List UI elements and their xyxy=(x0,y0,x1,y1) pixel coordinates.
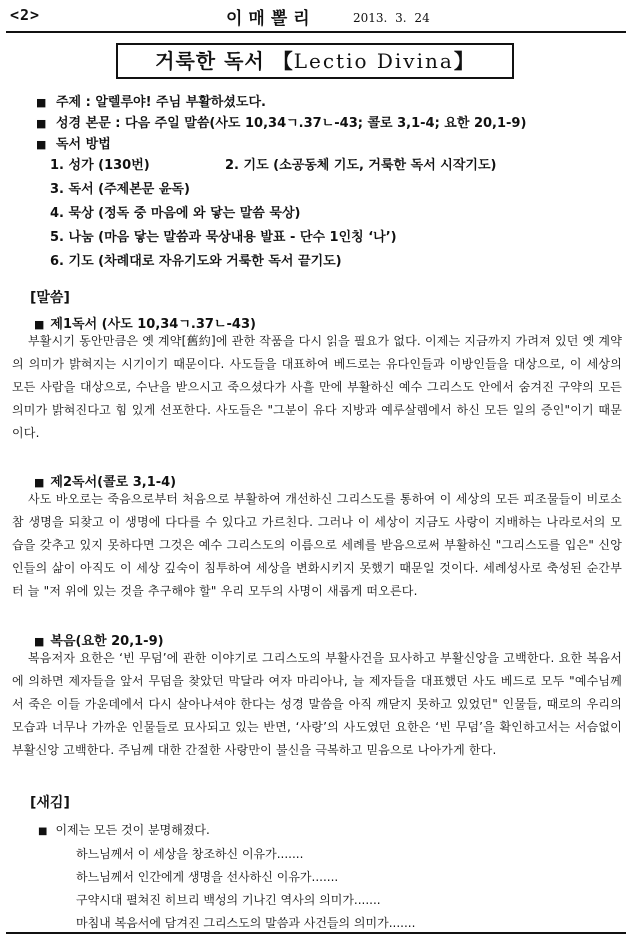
reflection-list xyxy=(38,819,618,935)
reflection-section-label: [새김] xyxy=(30,795,70,811)
header-rule xyxy=(6,31,626,33)
gospel-body: 복음저자 요한은 ‘빈 무덤’에 관한 이야기로 그리스도의 부활사건을 묘사하고 부활신앙을 고백한다. 요한 복음서에 의하면 제자들을 앞서 무덤을 찾았던 막달라 여자 마리아나, 늘 제자들을 대표했던 사도 베드로 모두 "예수님께서 죽은 이들 가운데에서 다시 살아나셔야 한다는 성경 말씀을 아직 깨닫지 못하고 있었던" 인물들, 때로의 우리의 모습과 너무나 가까운 인물들로 묘사되고 있는 반면, ‘사랑’의 사도였던 요한은 ‘빈 무덤’을 확인하고서는 서슴없이 부활신앙 고백한다. 주님께 대한 간절한 사랑만이 불신을 극복하고 믿음으로 나아가게 한다. xyxy=(12,651,622,757)
reflection-line-4: 마침내 복음서에 담겨진 그리스도의 말씀과 사건들의 의미가....... xyxy=(76,916,416,930)
publication-name: 이매뽈리 xyxy=(226,9,316,29)
reflection-line-1: 하느님께서 이 세상을 창조하신 이유가....... xyxy=(76,847,304,861)
method-row-1 xyxy=(50,155,610,176)
overview-item-scripture: ■ 성경 본문 : 다음 주일 말씀(사도 10,34ㄱ.37ㄴ-43; 콜로 3,1-4; 요한 20,1-9) xyxy=(36,113,616,134)
footer-rule xyxy=(6,932,626,934)
square-bullet-icon: ■ xyxy=(36,117,47,130)
reflection-line-3: 구약시대 펼쳐진 히브리 백성의 기나긴 역사의 의미가....... xyxy=(76,893,381,907)
word-section-label: [말씀] xyxy=(30,290,70,306)
title-bracket-close: 】 xyxy=(453,49,475,73)
title-korean: 거룩한 독서 xyxy=(155,49,265,73)
method-step-3: 3. 독서 (주제본문 윤독) xyxy=(50,182,190,197)
title-box xyxy=(116,43,514,79)
method-step-1: 1. 성가 (130번) xyxy=(50,158,150,173)
square-bullet-icon: ■ xyxy=(36,96,47,109)
square-bullet-icon: ■ xyxy=(38,826,48,837)
method-step-6: 6. 기도 (차례대로 자유기도와 거룩한 독서 끝기도) xyxy=(50,254,342,269)
method-step-4: 4. 묵상 (정독 중 마음에 와 닿는 말씀 묵상) xyxy=(50,206,301,221)
title-bracket-open: 【 xyxy=(272,49,294,73)
reading2-body: 사도 바오로는 죽음으로부터 처음으로 부활하여 개선하신 그리스도를 통하여 이 세상의 모든 피조물들이 비로소 참 생명을 되찾고 이 생명에 다다를 수 있다고 가르친다. 그러나 이 세상이 지금도 사랑이 지배하는 나라로서의 모습을 갖추고 있지 못하다면 그것은 예수 그리스도의 이름으로 세례를 받음으로써 부활하신 "그리스도를 입은" 신앙인들의 삶이 아직도 이 세상 깊숙이 침투하여 세상을 변화시키지 못했기 때문일 것이다. 세례성사로 축성된 순간부터 늘 "저 위에 있는 것을 추구해야 할" 우리 모두의 사명이 새롭게 떠오른다. xyxy=(12,492,622,598)
overview-list xyxy=(36,92,616,155)
overview-item-method: ■ 독서 방법 xyxy=(36,134,616,155)
method-step-5: 5. 나눔 (마음 닿는 말씀과 묵상내용 발표 - 단수 1인칭 ‘나’) xyxy=(50,230,397,245)
square-bullet-icon: ■ xyxy=(34,318,45,331)
overview-item-theme: ■ 주제 : 알렐루야! 주님 부활하셨도다. xyxy=(36,92,616,113)
reading2-heading: ■ 제2독서(콜로 3,1-4) xyxy=(34,475,177,490)
page-header xyxy=(8,4,626,32)
gospel-heading: ■ 복음(요한 20,1-9) xyxy=(34,634,164,649)
page-number: <2> xyxy=(10,6,41,24)
reflection-lead: ■ 이제는 모든 것이 분명해졌다. xyxy=(38,823,210,837)
reading1-heading: ■ 제1독서 (사도 10,34ㄱ.37ㄴ-43) xyxy=(34,317,256,332)
reflection-line-2: 하느님께서 인간에게 생명을 선사하신 이유가....... xyxy=(76,870,339,884)
square-bullet-icon: ■ xyxy=(36,138,47,151)
title-latin: Lectio Divina xyxy=(293,49,454,73)
publication-date: 2013. 3. 24 xyxy=(353,11,430,25)
square-bullet-icon: ■ xyxy=(34,635,45,648)
square-bullet-icon: ■ xyxy=(34,476,45,489)
page-title xyxy=(118,45,512,77)
reading1-body: 부활시기 동안만큼은 옛 계약[舊約]에 관한 작품을 다시 읽을 필요가 없다. 이제는 지금까지 가려져 있던 옛 계약의 의미가 밝혀지는 시기이기 때문이다. 사도들을 대표하여 베드로는 유다인들과 이방인들을 대상으로, 이 세상의 모든 사람을 대상으로, 수난을 받으시고 죽으셨다가 사흘 만에 부활하신 예수 그리스도 안에서 숨겨진 구약의 모든 의미가 밝혀진다고 힘 있게 선포한다. 사도들은 "그분이 유다 지방과 예루살렘에서 하신 모든 일의 증인"이기 때문이다. xyxy=(12,334,622,440)
method-step-2: 2. 기도 (소공동체 기도, 거룩한 독서 시작기도) xyxy=(225,158,497,173)
